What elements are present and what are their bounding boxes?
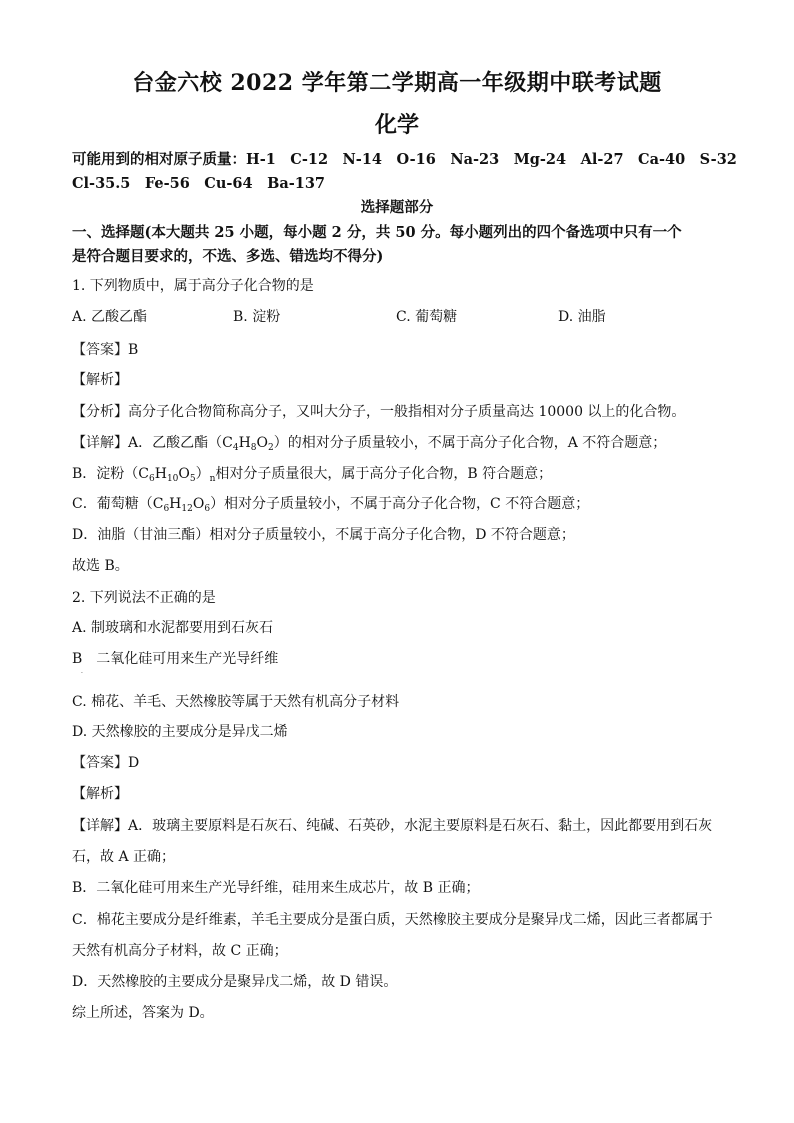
question-2-conclusion: 综上所述，答案为 D。 xyxy=(72,1005,214,1021)
question-2-analysis-tag: 【解析】 xyxy=(72,786,128,802)
detail-tag: 【详解】 xyxy=(72,435,128,451)
question-2-detail-c: C．棉花主要成分是纤维素，羊毛主要成分是蛋白质，天然橡胶主要成分是聚异戊二烯，因此三者都属于 xyxy=(72,912,713,928)
question-1-detail-a xyxy=(72,432,666,452)
detail-text: O xyxy=(256,435,268,451)
detail-text: ）相对分子质量较小，不属于高分子化合物，C 不符合题意； xyxy=(210,496,590,512)
detail-text: H xyxy=(238,435,251,451)
detail-text: O xyxy=(178,466,190,482)
question-2-option-d: D. 天然橡胶的主要成分是异戊二烯 xyxy=(72,724,288,740)
detail-text: 相对分子质量很大，属于高分子化合物，B 符合题意； xyxy=(215,466,553,482)
section-instructions-line-1: 一、选择题(本大题共 25 小题，每小题 2 分，共 50 分。每小题列出的四个备选项中只有一个 xyxy=(72,224,682,241)
question-1-option-b: B. 淀粉 xyxy=(233,309,281,325)
question-2-option-b: B 二氧化硅可用来生产光导纤维 xyxy=(72,651,279,667)
subscript: 12 xyxy=(181,504,193,514)
question-1-detail-c xyxy=(72,493,589,513)
answer-tag: 【答案】 xyxy=(72,342,128,358)
detail-tag: 【详解】 xyxy=(72,818,128,834)
question-2-stem: 2. 下列说法不正确的是 xyxy=(72,590,216,606)
question-1-conclusion: 故选 B。 xyxy=(72,558,129,574)
question-2-detail-a-cont: 石，故 A 正确； xyxy=(72,849,176,865)
fenxi-text: 高分子化合物简称高分子，又叫大分子，一般指相对分子质量高达 10000 以上的化合物。 xyxy=(128,404,686,420)
exam-title: 台金六校 2022 学年第二学期高一年级期中联考试题 xyxy=(132,70,662,96)
detail-text: O xyxy=(192,496,205,512)
question-1-detail-b xyxy=(72,463,552,483)
detail-text: C．葡萄糖（C xyxy=(72,496,164,512)
subject-title: 化学 xyxy=(374,112,419,138)
question-1-detail-d: D．油脂（甘油三酯）相对分子质量较小，不属于高分子化合物，D 不符合题意； xyxy=(72,527,575,543)
subscript: 5 xyxy=(189,474,196,484)
subscript: 2 xyxy=(268,443,274,453)
question-2-answer xyxy=(72,752,139,772)
detail-text: A．乙酸乙酯（C xyxy=(128,435,233,451)
subscript: 8 xyxy=(250,443,257,453)
detail-text: ） xyxy=(195,466,210,482)
atomic-masses-line-2: Cl-35.5 Fe-56 Cu-64 Ba-137 xyxy=(72,175,326,192)
question-2-detail-d: D．天然橡胶的主要成分是聚异戊二烯，故 D 错误。 xyxy=(72,974,398,990)
subscript: 6 xyxy=(149,474,155,484)
question-2-option-c: C. 棉花、羊毛、天然橡胶等属于天然有机高分子材料 xyxy=(72,694,400,710)
answer-value: D xyxy=(128,755,140,771)
question-1-answer xyxy=(72,339,138,359)
subscript: 6 xyxy=(204,504,211,514)
detail-text: H xyxy=(154,466,167,482)
detail-text: A．玻璃主要原料是石灰石、纯碱、石英砂，水泥主要原料是石灰石、黏土，因此都要用到石灰 xyxy=(128,818,713,834)
question-2-detail-b: B．二氧化硅可用来生产光导纤维，硅用来生成芯片，故 B 正确； xyxy=(72,880,480,896)
question-1-stem: 1. 下列物质中，属于高分子化合物的是 xyxy=(72,278,314,294)
subscript: 4 xyxy=(232,443,239,453)
subscript: 10 xyxy=(166,474,179,484)
atomic-masses-line-1: 可能用到的相对原子质量：H-1 C-12 N-14 O-16 Na-23 Mg-24 Al-27 Ca-40 S-32 xyxy=(72,151,737,168)
subscript: 6 xyxy=(163,504,170,514)
question-1-analysis-tag: 【解析】 xyxy=(72,372,128,388)
part-heading: 选择题部分 xyxy=(360,199,434,216)
question-2-option-a: A. 制玻璃和水泥都要用到石灰石 xyxy=(72,620,274,636)
question-2-detail-c-cont: 天然有机高分子材料，故 C 正确； xyxy=(72,943,288,959)
stray-dot: · xyxy=(81,670,83,677)
answer-value: B xyxy=(128,342,139,358)
detail-text: ）的相对分子质量较小，不属于高分子化合物，A 不符合题意； xyxy=(273,435,667,451)
subscript: n xyxy=(209,474,216,484)
section-instructions-line-2: 是符合题目要求的，不选、多选、错选均不得分) xyxy=(72,248,384,265)
question-1-option-a: A. 乙酸乙酯 xyxy=(72,309,148,325)
detail-text: B．淀粉（C xyxy=(72,466,149,482)
question-2-detail-a xyxy=(72,815,712,835)
question-1-option-c: C. 葡萄糖 xyxy=(396,309,458,325)
fenxi-tag: 【分析】 xyxy=(72,404,128,420)
question-1-fenxi xyxy=(72,401,685,421)
detail-text: H xyxy=(169,496,182,512)
question-1-option-d: D. 油脂 xyxy=(558,309,606,325)
answer-tag: 【答案】 xyxy=(72,755,128,771)
